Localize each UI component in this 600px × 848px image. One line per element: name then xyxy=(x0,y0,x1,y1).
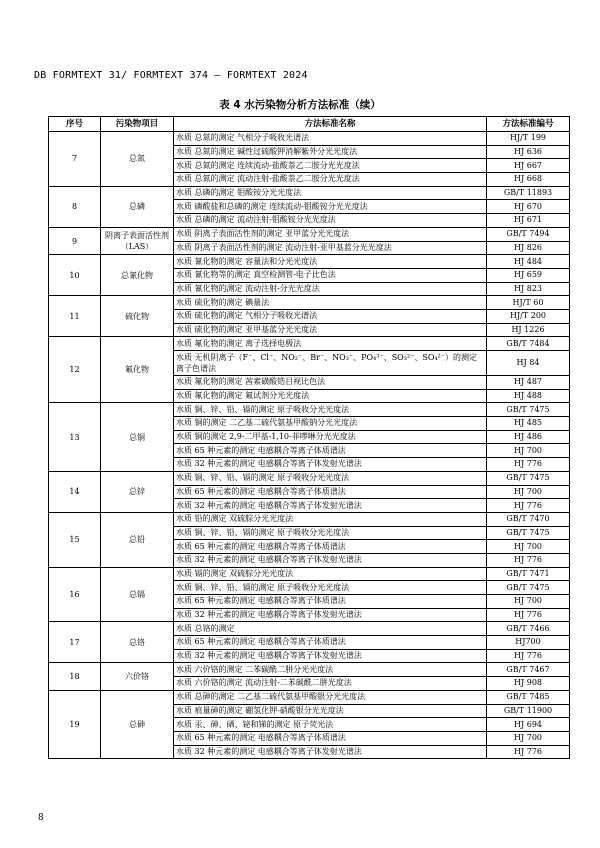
cell-method: 水质 六价铬的测定 流动注射-二苯碳酰二肼光度法 xyxy=(174,677,487,691)
cell-pollutant: 总铬 xyxy=(101,622,174,663)
cell-method: 水质 32 种元素的测定 电感耦合等离子体发射光谱法 xyxy=(174,553,487,567)
cell-method: 水质 铅的测定 双硫腙分光光度法 xyxy=(174,512,487,526)
cell-code: GB/T 7494 xyxy=(487,227,570,241)
cell-method: 水质 硫化物的测定 亚甲基蓝分光光度法 xyxy=(174,323,487,337)
cell-code: HJ 485 xyxy=(487,417,570,431)
cell-serial-no: 19 xyxy=(49,690,101,758)
cell-method: 水质 痕量砷的测定 硼氢化钾-硝酸银分光光度法 xyxy=(174,704,487,718)
cell-code: HJ700 xyxy=(487,636,570,650)
cell-code: HJ/T 200 xyxy=(487,309,570,323)
cell-method: 水质 铜、锌、铅、镉的测定 原子吸收分光光度法 xyxy=(174,526,487,540)
cell-method: 水质 氰化物的测定 容量法和分光光度法 xyxy=(174,255,487,269)
cell-method: 水质 硫化物的测定 气相分子吸收光谱法 xyxy=(174,309,487,323)
cell-serial-no: 15 xyxy=(49,512,101,567)
cell-serial-no: 14 xyxy=(49,471,101,512)
cell-serial-no: 18 xyxy=(49,663,101,690)
cell-method: 水质 阴离子表面活性剂的测定 流动注射-亚甲基蓝分光光度法 xyxy=(174,241,487,255)
cell-code: HJ/T 60 xyxy=(487,296,570,310)
cell-method: 水质 氟化物的测定 离子选择电极法 xyxy=(174,337,487,351)
cell-code: HJ 700 xyxy=(487,731,570,745)
cell-serial-no: 10 xyxy=(49,255,101,296)
cell-serial-no: 17 xyxy=(49,622,101,663)
cell-code: HJ 488 xyxy=(487,389,570,403)
cell-method: 水质 32 种元素的测定 电感耦合等离子体发射光谱法 xyxy=(174,745,487,759)
cell-code: GB/T 7475 xyxy=(487,471,570,485)
cell-code: HJ 700 xyxy=(487,444,570,458)
cell-code: HJ 484 xyxy=(487,255,570,269)
cell-method: 水质 总磷的测定 流动注射-钼酸铵分光光度法 xyxy=(174,214,487,228)
cell-code: GB/T 7466 xyxy=(487,622,570,636)
cell-method: 水质 65 种元素的测定 电感耦合等离子体质谱法 xyxy=(174,485,487,499)
cell-pollutant: 总砷 xyxy=(101,690,174,758)
cell-code: GB/T 7470 xyxy=(487,512,570,526)
table-caption: 表 4 水污染物分析方法标准（续） xyxy=(219,99,381,111)
table-row xyxy=(49,471,570,485)
cell-code: GB/T 7475 xyxy=(487,526,570,540)
table-row xyxy=(49,337,570,351)
cell-code: GB/T 11893 xyxy=(487,186,570,200)
cell-pollutant: 总磷 xyxy=(101,186,174,227)
cell-pollutant: 总铜 xyxy=(101,403,174,471)
cell-code: HJ 776 xyxy=(487,608,570,622)
col-header-pollutant: 污染物项目 xyxy=(101,117,174,132)
cell-method: 水质 总磷的测定 钼酸铵分光光度法 xyxy=(174,186,487,200)
cell-code: HJ 84 xyxy=(487,351,570,376)
table-row xyxy=(49,567,570,581)
cell-serial-no: 13 xyxy=(49,403,101,471)
cell-method: 水质 32 种元素的测定 电感耦合等离子体发射光谱法 xyxy=(174,458,487,472)
cell-serial-no: 9 xyxy=(49,227,101,254)
col-header-no: 序号 xyxy=(49,117,101,132)
table-row xyxy=(49,622,570,636)
cell-method: 水质 铜、锌、铅、镉的测定 原子吸收分光光度法 xyxy=(174,581,487,595)
cell-serial-no: 11 xyxy=(49,296,101,337)
cell-serial-no: 7 xyxy=(49,132,101,187)
cell-serial-no: 16 xyxy=(49,567,101,622)
cell-code: HJ 776 xyxy=(487,649,570,663)
cell-code: HJ 487 xyxy=(487,376,570,390)
table-row xyxy=(49,296,570,310)
cell-method: 水质 铜的测定 2,9-二甲基-1,10-菲啰啉分光光度法 xyxy=(174,430,487,444)
cell-method: 水质 总砷的测定 二乙基二硫代氨基甲酸银分光光度法 xyxy=(174,690,487,704)
table-row xyxy=(49,132,570,146)
col-header-code: 方法标准编号 xyxy=(487,117,570,132)
cell-code: GB/T 7484 xyxy=(487,337,570,351)
cell-pollutant: 总锌 xyxy=(101,471,174,512)
cell-code: HJ 700 xyxy=(487,485,570,499)
cell-method: 水质 32 种元素的测定 电感耦合等离子体发射光谱法 xyxy=(174,608,487,622)
cell-pollutant: 总铅 xyxy=(101,512,174,567)
cell-code: HJ/T 199 xyxy=(487,132,570,146)
table-header-row xyxy=(49,117,570,132)
cell-method: 水质 65 种元素的测定 电感耦合等离子体质谱法 xyxy=(174,595,487,609)
cell-method: 水质 65 种元素的测定 电感耦合等离子体质谱法 xyxy=(174,540,487,554)
table-row xyxy=(49,403,570,417)
cell-method: 水质 铜的测定 二乙基二硫代氨基甲酸钠分光光度法 xyxy=(174,417,487,431)
table-row xyxy=(49,663,570,677)
col-header-method: 方法标准名称 xyxy=(174,117,487,132)
table-row xyxy=(49,227,570,241)
cell-code: HJ 694 xyxy=(487,718,570,732)
page-number: 8 xyxy=(38,813,44,823)
table-row xyxy=(49,186,570,200)
cell-method: 水质 六价铬的测定 二苯碳酰二肼分光光度法 xyxy=(174,663,487,677)
cell-pollutant: 阴离子表面活性剂（LAS） xyxy=(101,227,174,254)
cell-code: HJ 671 xyxy=(487,214,570,228)
cell-code: HJ 823 xyxy=(487,282,570,296)
cell-code: GB/T 7467 xyxy=(487,663,570,677)
cell-code: GB/T 7471 xyxy=(487,567,570,581)
cell-pollutant: 总氰化物 xyxy=(101,255,174,296)
cell-code: GB/T 7475 xyxy=(487,403,570,417)
cell-method: 水质 65 种元素的测定 电感耦合等离子体质谱法 xyxy=(174,444,487,458)
cell-method: 水质 65 种元素的测定 电感耦合等离子体质谱法 xyxy=(174,731,487,745)
cell-code: GB/T 7485 xyxy=(487,690,570,704)
cell-method: 水质 总氮的测定 气相分子吸收光谱法 xyxy=(174,132,487,146)
cell-method: 水质 65 种元素的测定 电感耦合等离子体质谱法 xyxy=(174,636,487,650)
cell-method: 水质 硫化物的测定 碘量法 xyxy=(174,296,487,310)
cell-method: 水质 铜、锌、铅、镉的测定 原子吸收分光光度法 xyxy=(174,471,487,485)
cell-pollutant: 硫化物 xyxy=(101,296,174,337)
cell-method: 水质 总氮的测定 碱性过硫酸钾消解紫外分光光度法 xyxy=(174,145,487,159)
cell-method: 水质 汞、砷、硒、铋和锑的测定 原子荧光法 xyxy=(174,718,487,732)
cell-method: 水质 氟化物的测定 氟试剂分光光度法 xyxy=(174,389,487,403)
cell-pollutant: 总镉 xyxy=(101,567,174,622)
cell-method: 水质 32 种元素的测定 电感耦合等离子体发射光谱法 xyxy=(174,649,487,663)
cell-method: 水质 氰化物等的测定 真空检测管-电子比色法 xyxy=(174,268,487,282)
cell-code: GB/T 11900 xyxy=(487,704,570,718)
cell-code: HJ 776 xyxy=(487,745,570,759)
document-header: DB FORMTEXT 31/ FORMTEXT 374 — FORMTEXT 2024 xyxy=(34,70,308,81)
methods-table xyxy=(48,116,570,759)
cell-code: HJ 486 xyxy=(487,430,570,444)
cell-method: 水质 总氮的测定 连续流动-盐酸萘乙二胺分光光度法 xyxy=(174,159,487,173)
cell-code: HJ 776 xyxy=(487,499,570,513)
cell-method: 水质 氰化物的测定 流动注射-分光光度法 xyxy=(174,282,487,296)
cell-method: 水质 32 种元素的测定 电感耦合等离子体发射光谱法 xyxy=(174,499,487,513)
cell-method: 水质 磷酸盐和总磷的测定 连续流动-钼酸铵分光光度法 xyxy=(174,200,487,214)
cell-pollutant: 六价铬 xyxy=(101,663,174,690)
cell-code: HJ 776 xyxy=(487,458,570,472)
cell-code: HJ 826 xyxy=(487,241,570,255)
cell-code: HJ 667 xyxy=(487,159,570,173)
table-row xyxy=(49,512,570,526)
cell-method: 水质 无机阴离子（F⁻、Cl⁻、NO₂⁻、Br⁻、NO₃⁻、PO₄³⁻、SO₃²⁻、SO₄²⁻）的测定 离子色谱法 xyxy=(174,351,487,376)
cell-code: HJ 670 xyxy=(487,200,570,214)
cell-method: 水质 阴离子表面活性剂的测定 亚甲蓝分光光度法 xyxy=(174,227,487,241)
cell-method: 水质 总氮的测定 流动注射-盐酸萘乙二胺分光光度法 xyxy=(174,173,487,187)
cell-method: 水质 总铬的测定 xyxy=(174,622,487,636)
cell-code: HJ 1226 xyxy=(487,323,570,337)
cell-code: HJ 776 xyxy=(487,553,570,567)
table-row xyxy=(49,255,570,269)
cell-method: 水质 镉的测定 双硫腙分光光度法 xyxy=(174,567,487,581)
cell-pollutant: 总氮 xyxy=(101,132,174,187)
cell-code: HJ 700 xyxy=(487,595,570,609)
cell-method: 水质 铜、锌、铅、镉的测定 原子吸收分光光度法 xyxy=(174,403,487,417)
cell-pollutant: 氟化物 xyxy=(101,337,174,403)
cell-code: HJ 908 xyxy=(487,677,570,691)
cell-code: HJ 668 xyxy=(487,173,570,187)
table-body xyxy=(49,132,570,759)
table-row xyxy=(49,690,570,704)
cell-code: HJ 636 xyxy=(487,145,570,159)
cell-serial-no: 8 xyxy=(49,186,101,227)
cell-code: HJ 700 xyxy=(487,540,570,554)
cell-method: 水质 氟化物的测定 茜素磺酸锆目视比色法 xyxy=(174,376,487,390)
cell-serial-no: 12 xyxy=(49,337,101,403)
cell-code: GB/T 7475 xyxy=(487,581,570,595)
cell-code: HJ 659 xyxy=(487,268,570,282)
